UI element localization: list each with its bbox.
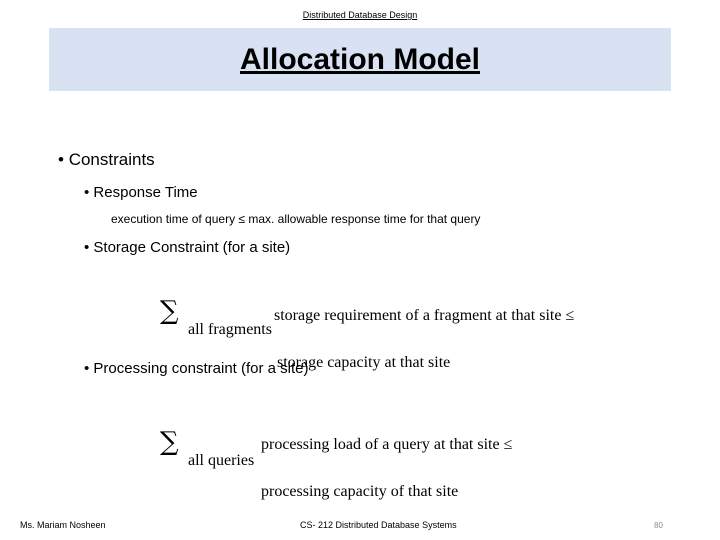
processing-formula-rhs: processing capacity of that site: [261, 483, 459, 500]
course-header: Distributed Database Design: [302, 10, 418, 20]
bullet-storage-constraint: [84, 239, 290, 256]
storage-sum-subscript: all fragments: [188, 321, 272, 338]
bullet-dot: •: [84, 360, 94, 377]
response-time-detail: execution time of query ≤ max. allowable response time for that query: [111, 212, 481, 226]
bullet-processing-constraint: [84, 360, 309, 377]
bullet-processing-constraint-label: Processing constraint (for a site): [93, 360, 309, 377]
processing-formula-expression: processing load of a query at that site ≤: [261, 436, 513, 453]
bullet-constraints-label: Constraints: [68, 150, 155, 169]
bullet-storage-constraint-label: Storage Constraint (for a site): [93, 239, 291, 256]
footer-course: CS- 212 Distributed Database Systems: [300, 520, 457, 530]
bullet-response-time: [84, 184, 198, 201]
processing-sum-subscript: all queries: [188, 452, 255, 469]
bullet-dot: •: [84, 184, 94, 201]
bullet-constraints: [58, 150, 155, 170]
bullet-dot: •: [84, 239, 94, 256]
title-banner: [49, 28, 671, 91]
bullet-dot: •: [58, 150, 69, 169]
page-number: 80: [654, 521, 663, 530]
footer-author: Ms. Mariam Nosheen: [20, 520, 106, 530]
bullet-response-time-label: Response Time: [93, 184, 198, 201]
processing-sum-symbol: ∑: [160, 427, 179, 457]
slide-title: Allocation Model: [240, 43, 480, 76]
storage-sum-symbol: ∑: [160, 296, 179, 326]
storage-formula-expression: storage requirement of a fragment at that site ≤: [274, 307, 575, 324]
storage-formula-rhs: storage capacity at that site: [277, 354, 451, 371]
